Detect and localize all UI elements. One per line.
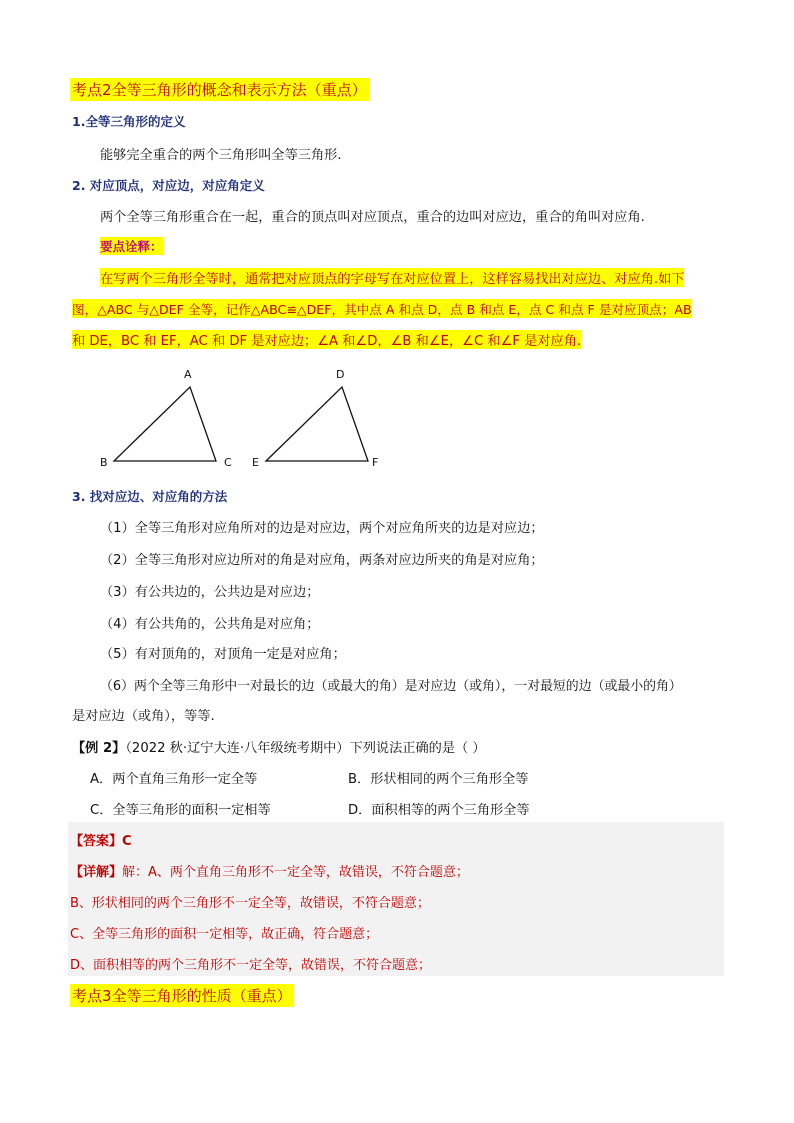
section-number: 2 — [102, 81, 112, 99]
keypoint-line-2: 图，△ABC 与△DEF 全等，记作△ABC≌△DEF，其中点 A 和点 D，点 B 和点 E，点 C 和点 F 是对应顶点；AB — [72, 299, 692, 318]
answer-value: C — [122, 834, 132, 849]
vertex-label-e: E — [252, 456, 259, 469]
rule-3: （3）有公共边的，公共边是对应边； — [100, 585, 320, 600]
keypoint-label: 要点诠释： — [100, 239, 163, 254]
section-number: 3 — [102, 987, 112, 1005]
detail-line-1 — [70, 861, 469, 880]
option-c: C．全等三角形的面积一定相等 — [90, 803, 271, 818]
item-1-heading: 1.全等三角形的定义 — [72, 114, 186, 129]
triangle-abc — [114, 387, 216, 461]
vertex-label-b: B — [100, 456, 108, 469]
vertex-label-a: A — [184, 368, 192, 381]
option-a: A．两个直角三角形一定全等 — [90, 772, 258, 787]
item-3-heading: 3. 找对应边、对应角的方法 — [72, 489, 228, 504]
section-label: 考点 — [72, 987, 103, 1005]
detail-label: 【详解】 — [70, 865, 123, 880]
keypoint-line-1: 在写两个三角形全等时，通常把对应顶点的字母写在对应位置上，这样容易找出对应边、对应角.如下 — [100, 268, 684, 287]
rule-1: （1）全等三角形对应角所对的边是对应边，两个对应角所夹的边是对应边； — [100, 521, 544, 536]
rule-2: （2）全等三角形对应边所对的角是对应角，两条对应边所夹的角是对应角； — [100, 553, 544, 568]
triangle-def — [266, 387, 368, 461]
answer-label: 【答案】 — [70, 834, 123, 849]
section-2-heading — [70, 78, 369, 101]
vertex-label-d: D — [336, 368, 345, 381]
vertex-label-f: F — [372, 456, 379, 469]
section-title: 全等三角形的概念和表示方法（重点） — [111, 81, 367, 99]
keypoint-line-3: 和 DE，BC 和 EF，AC 和 DF 是对应边；∠A 和∠D，∠B 和∠E，∠C 和∠F 是对应角. — [72, 330, 581, 349]
triangles-figure — [90, 360, 400, 475]
example-source: （2022 秋·辽宁大连·八年级统考期中）下列说法正确的是（ ） — [125, 741, 486, 756]
item-2-text: 两个全等三角形重合在一起，重合的顶点叫对应顶点，重合的边叫对应边，重合的角叫对应角. — [100, 210, 645, 225]
detail-line-2: B、形状相同的两个三角形不一定全等，故错误，不符合题意； — [70, 896, 430, 911]
rule-6: （6）两个全等三角形中一对最长的边（或最大的角）是对应边（或角），一对最短的边（或最小的角） — [100, 679, 682, 694]
detail-line-4: D、面积相等的两个三角形不一定全等，故错误，不符合题意； — [70, 958, 432, 973]
item-2-heading: 2. 对应顶点，对应边，对应角定义 — [72, 178, 265, 193]
section-3-heading — [70, 984, 294, 1007]
detail-text-1: 解：A、两个直角三角形不一定全等，故错误，不符合题意； — [122, 865, 469, 880]
rule-6-continued: 是对应边（或角），等等. — [72, 709, 215, 724]
option-d: D．面积相等的两个三角形全等 — [348, 803, 530, 818]
section-label: 考点 — [72, 81, 103, 99]
example-question — [72, 737, 486, 756]
section-title: 全等三角形的性质（重点） — [111, 987, 292, 1005]
example-label: 【例 2】 — [72, 741, 126, 756]
rule-5: （5）有对顶角的，对顶角一定是对应角； — [100, 647, 346, 662]
answer-line — [70, 830, 132, 849]
item-1-text: 能够完全重合的两个三角形叫全等三角形. — [100, 148, 342, 163]
rule-4: （4）有公共角的，公共角是对应角； — [100, 617, 320, 632]
option-b: B．形状相同的两个三角形全等 — [348, 772, 529, 787]
detail-line-3: C、全等三角形的面积一定相等，故正确，符合题意； — [70, 927, 379, 942]
vertex-label-c: C — [224, 456, 232, 469]
